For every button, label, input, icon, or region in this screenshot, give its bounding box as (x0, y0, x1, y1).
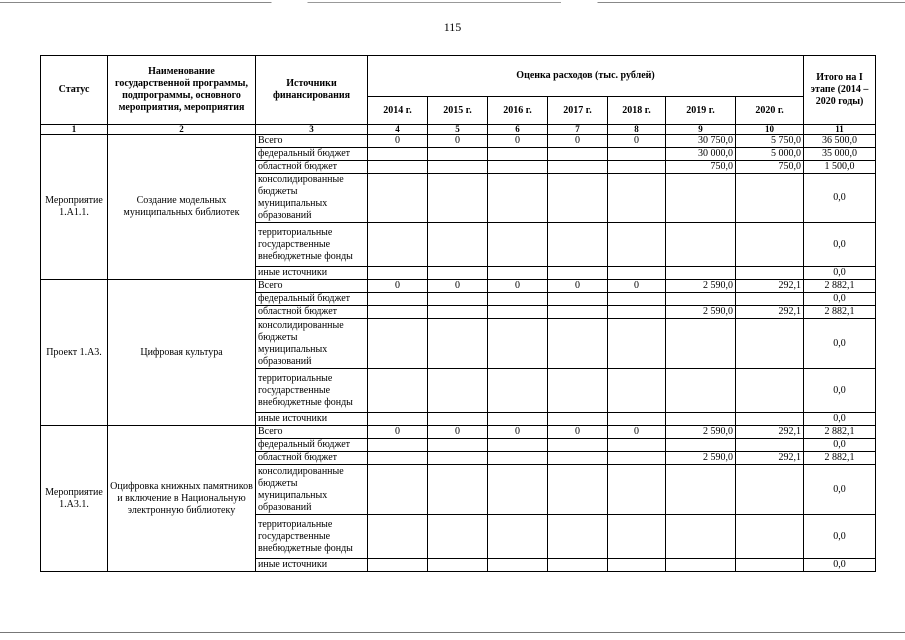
header-year: 2015 г. (428, 97, 488, 125)
value-cell (428, 174, 488, 223)
value-cell (548, 369, 608, 413)
status-cell: Мероприятие 1.А1.1. (41, 135, 108, 280)
value-cell: 750,0 (736, 161, 804, 174)
value-cell (548, 413, 608, 426)
value-cell (548, 439, 608, 452)
value-cell (608, 319, 666, 369)
value-cell (368, 369, 428, 413)
scan-border-top (0, 2, 905, 3)
header-total: Итого на I этапе (2014 – 2020 годы) (804, 56, 876, 125)
value-cell (666, 559, 736, 572)
column-number: 4 (368, 125, 428, 135)
source-cell: федеральный бюджет (256, 439, 368, 452)
column-number: 6 (488, 125, 548, 135)
column-number: 9 (666, 125, 736, 135)
status-cell: Проект 1.А3. (41, 280, 108, 426)
value-cell: 0 (548, 135, 608, 148)
value-cell: 0,0 (804, 559, 876, 572)
value-cell (368, 161, 428, 174)
value-cell: 0 (488, 426, 548, 439)
value-cell (608, 413, 666, 426)
value-cell (488, 223, 548, 267)
value-cell (368, 439, 428, 452)
value-cell (736, 174, 804, 223)
value-cell (428, 515, 488, 559)
value-cell (666, 369, 736, 413)
value-cell (368, 223, 428, 267)
value-cell (736, 267, 804, 280)
value-cell: 0 (548, 426, 608, 439)
column-number: 3 (256, 125, 368, 135)
source-cell: консолидированные бюджеты муниципальных образований (256, 174, 368, 223)
value-cell: 2 882,1 (804, 280, 876, 293)
value-cell (488, 369, 548, 413)
value-cell (736, 559, 804, 572)
value-cell (608, 223, 666, 267)
value-cell: 0,0 (804, 293, 876, 306)
source-cell: Всего (256, 135, 368, 148)
value-cell (736, 369, 804, 413)
value-cell: 0,0 (804, 319, 876, 369)
value-cell: 0 (428, 426, 488, 439)
header-year: 2014 г. (368, 97, 428, 125)
value-cell (488, 148, 548, 161)
value-cell (488, 413, 548, 426)
value-cell: 30 000,0 (666, 148, 736, 161)
value-cell (488, 293, 548, 306)
value-cell (666, 465, 736, 515)
value-cell (428, 319, 488, 369)
source-cell: территориальные государственные внебюджетные фонды (256, 515, 368, 559)
source-cell: консолидированные бюджеты муниципальных образований (256, 319, 368, 369)
value-cell (488, 559, 548, 572)
value-cell (428, 161, 488, 174)
value-cell (736, 319, 804, 369)
source-cell: иные источники (256, 559, 368, 572)
value-cell (488, 465, 548, 515)
value-cell: 36 500,0 (804, 135, 876, 148)
table-body (41, 125, 876, 572)
value-cell (368, 293, 428, 306)
value-cell (368, 306, 428, 319)
value-cell: 0,0 (804, 267, 876, 280)
value-cell (608, 515, 666, 559)
value-cell (488, 515, 548, 559)
source-cell: иные источники (256, 267, 368, 280)
value-cell (666, 293, 736, 306)
value-cell: 0 (368, 135, 428, 148)
value-cell: 0 (548, 280, 608, 293)
column-number: 1 (41, 125, 108, 135)
value-cell (428, 148, 488, 161)
name-cell: Цифровая культура (108, 280, 256, 426)
column-number: 8 (608, 125, 666, 135)
value-cell: 0 (368, 426, 428, 439)
value-cell: 750,0 (666, 161, 736, 174)
table-row (41, 280, 876, 293)
value-cell (736, 293, 804, 306)
value-cell: 2 882,1 (804, 306, 876, 319)
value-cell: 2 590,0 (666, 452, 736, 465)
value-cell (368, 413, 428, 426)
value-cell (548, 174, 608, 223)
name-cell: Оцифровка книжных памятников и включение в Национальную электронную библиотеку (108, 426, 256, 572)
value-cell (548, 267, 608, 280)
value-cell: 0 (608, 135, 666, 148)
value-cell (428, 293, 488, 306)
value-cell: 0 (428, 135, 488, 148)
value-cell (428, 267, 488, 280)
value-cell (608, 161, 666, 174)
value-cell (608, 369, 666, 413)
value-cell: 2 590,0 (666, 426, 736, 439)
value-cell (428, 369, 488, 413)
value-cell (488, 267, 548, 280)
value-cell (428, 452, 488, 465)
value-cell (368, 319, 428, 369)
value-cell (736, 223, 804, 267)
value-cell (428, 465, 488, 515)
value-cell (428, 223, 488, 267)
budget-table (40, 55, 876, 572)
table-row (41, 135, 876, 148)
value-cell: 5 750,0 (736, 135, 804, 148)
source-cell: консолидированные бюджеты муниципальных образований (256, 465, 368, 515)
value-cell (368, 515, 428, 559)
value-cell (488, 306, 548, 319)
value-cell (666, 319, 736, 369)
source-cell: Всего (256, 280, 368, 293)
value-cell: 0 (488, 135, 548, 148)
value-cell: 0,0 (804, 174, 876, 223)
value-cell (736, 465, 804, 515)
value-cell (666, 223, 736, 267)
value-cell: 35 000,0 (804, 148, 876, 161)
column-number: 5 (428, 125, 488, 135)
value-cell (488, 174, 548, 223)
value-cell (368, 465, 428, 515)
column-number-row (41, 125, 876, 135)
value-cell: 2 882,1 (804, 452, 876, 465)
value-cell (736, 439, 804, 452)
value-cell (548, 452, 608, 465)
value-cell (368, 148, 428, 161)
value-cell: 5 000,0 (736, 148, 804, 161)
page-number: 115 (443, 20, 462, 34)
value-cell (608, 306, 666, 319)
value-cell (548, 319, 608, 369)
value-cell (488, 452, 548, 465)
column-number: 11 (804, 125, 876, 135)
source-cell: областной бюджет (256, 306, 368, 319)
value-cell (368, 174, 428, 223)
value-cell (368, 452, 428, 465)
scan-border-bottom (0, 632, 905, 633)
source-cell: федеральный бюджет (256, 293, 368, 306)
source-cell: иные источники (256, 413, 368, 426)
value-cell: 0 (608, 426, 666, 439)
header-year: 2020 г. (736, 97, 804, 125)
value-cell (548, 148, 608, 161)
source-cell: территориальные государственные внебюджетные фонды (256, 223, 368, 267)
header-year: 2017 г. (548, 97, 608, 125)
header-estimate: Оценка расходов (тыс. рублей) (368, 56, 804, 97)
value-cell: 0,0 (804, 223, 876, 267)
value-cell: 0 (608, 280, 666, 293)
source-cell: Всего (256, 426, 368, 439)
value-cell: 0,0 (804, 439, 876, 452)
value-cell: 30 750,0 (666, 135, 736, 148)
value-cell (548, 223, 608, 267)
value-cell (488, 161, 548, 174)
value-cell (608, 267, 666, 280)
value-cell: 0 (428, 280, 488, 293)
value-cell: 292,1 (736, 280, 804, 293)
value-cell (666, 267, 736, 280)
column-number: 2 (108, 125, 256, 135)
column-number: 10 (736, 125, 804, 135)
value-cell (548, 559, 608, 572)
value-cell (548, 306, 608, 319)
value-cell (666, 515, 736, 559)
value-cell: 2 590,0 (666, 306, 736, 319)
value-cell (666, 413, 736, 426)
value-cell: 292,1 (736, 426, 804, 439)
value-cell (608, 148, 666, 161)
value-cell (488, 439, 548, 452)
value-cell (736, 413, 804, 426)
value-cell (428, 413, 488, 426)
value-cell (608, 293, 666, 306)
value-cell: 0,0 (804, 369, 876, 413)
name-cell: Создание модельных муниципальных библиотек (108, 135, 256, 280)
header-sources: Источники финансирования (256, 56, 368, 125)
source-cell: территориальные государственные внебюджетные фонды (256, 369, 368, 413)
source-cell: областной бюджет (256, 161, 368, 174)
value-cell (548, 465, 608, 515)
header-status: Статус (41, 56, 108, 125)
value-cell (368, 559, 428, 572)
value-cell: 1 500,0 (804, 161, 876, 174)
header-year: 2016 г. (488, 97, 548, 125)
value-cell: 0,0 (804, 465, 876, 515)
source-cell: областной бюджет (256, 452, 368, 465)
value-cell (608, 465, 666, 515)
value-cell (608, 439, 666, 452)
value-cell: 292,1 (736, 306, 804, 319)
value-cell (666, 174, 736, 223)
value-cell (488, 319, 548, 369)
value-cell (608, 452, 666, 465)
value-cell (548, 515, 608, 559)
value-cell: 0,0 (804, 515, 876, 559)
header-name: Наименование государственной программы, подпрограммы, основного мероприятия, мероприятия (108, 56, 256, 125)
value-cell: 0 (368, 280, 428, 293)
value-cell (548, 293, 608, 306)
header-year: 2019 г. (666, 97, 736, 125)
table-row (41, 426, 876, 439)
value-cell (428, 559, 488, 572)
value-cell: 2 590,0 (666, 280, 736, 293)
value-cell (736, 515, 804, 559)
value-cell (428, 306, 488, 319)
table-header (41, 56, 876, 125)
status-cell: Мероприятие 1.А3.1. (41, 426, 108, 572)
value-cell (608, 559, 666, 572)
value-cell: 0 (488, 280, 548, 293)
value-cell: 2 882,1 (804, 426, 876, 439)
column-number: 7 (548, 125, 608, 135)
value-cell (608, 174, 666, 223)
value-cell: 0,0 (804, 413, 876, 426)
value-cell (368, 267, 428, 280)
header-year: 2018 г. (608, 97, 666, 125)
value-cell (428, 439, 488, 452)
value-cell (666, 439, 736, 452)
source-cell: федеральный бюджет (256, 148, 368, 161)
value-cell: 292,1 (736, 452, 804, 465)
value-cell (548, 161, 608, 174)
